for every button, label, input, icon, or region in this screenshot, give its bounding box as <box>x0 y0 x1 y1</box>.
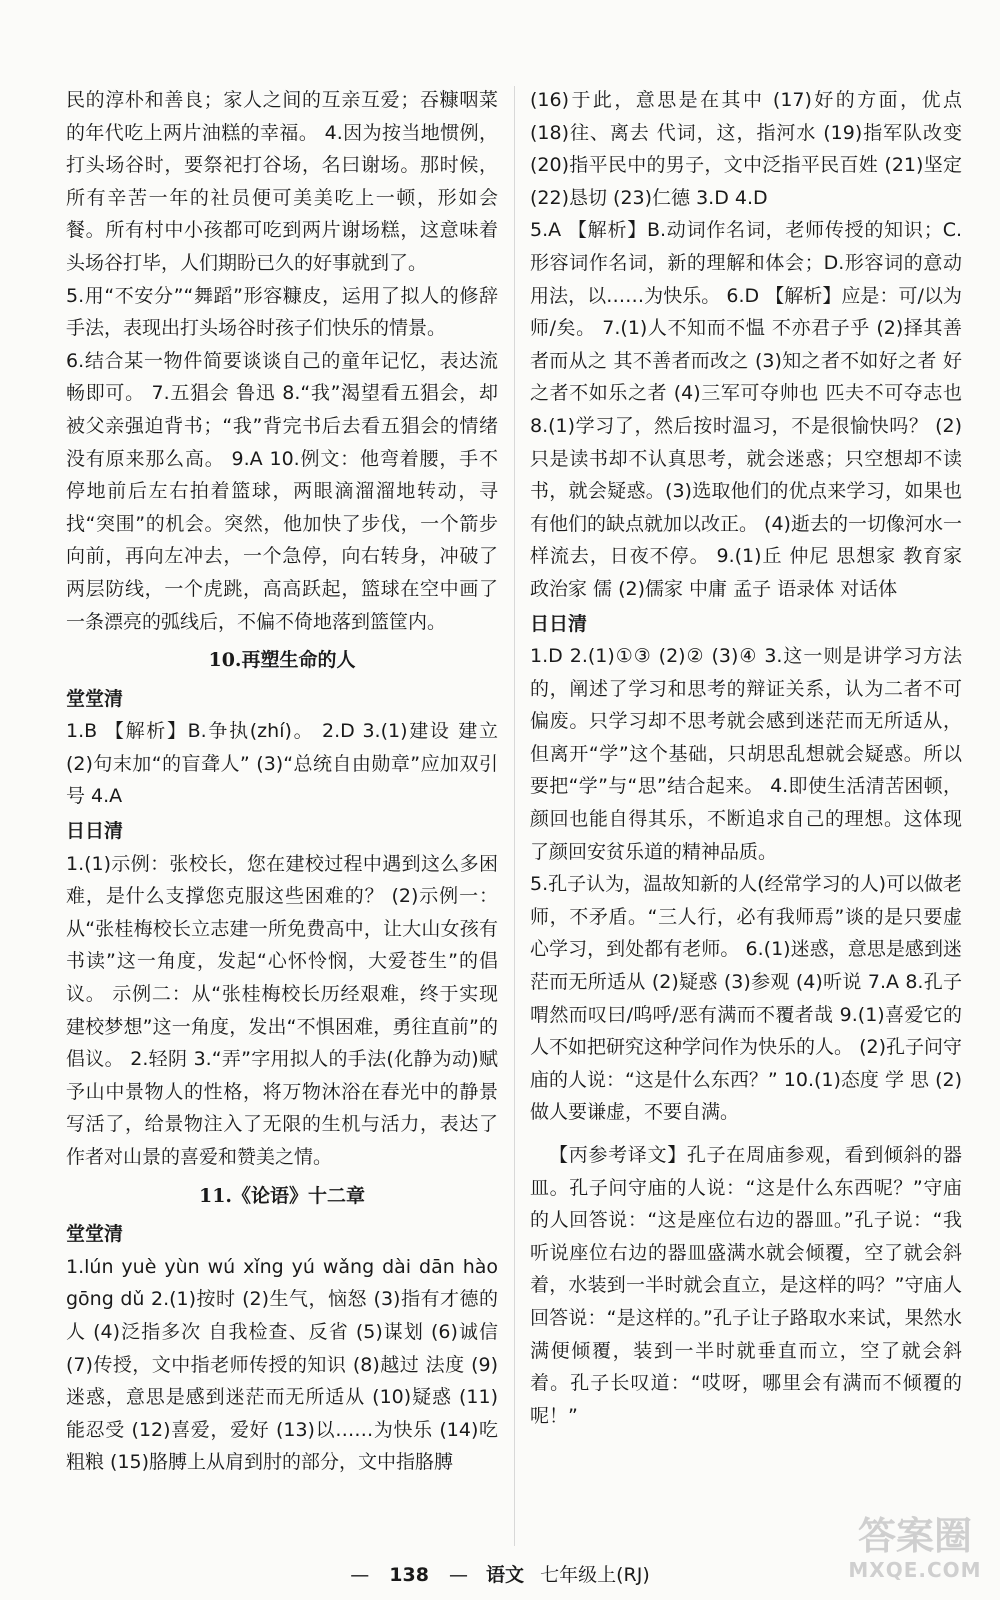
section-ririqing-1: 日日清 <box>66 820 124 843</box>
watermark-url: MXQE.COM <box>848 1558 982 1582</box>
right-column <box>530 84 962 1432</box>
left-paragraph-4: 1.B 【解析】B.争执(zhí)。 2.D 3.(1)建设 建立 (2)句末加“的盲聋人” (3)“总统自由勋章”应加双引号 4.A <box>66 720 498 808</box>
section-tangtangqing-1: 堂堂清 <box>66 687 124 710</box>
right-paragraph-3: 1.D 2.(1)①③ (2)② (3)④ 3.这一则是讲学习方法的，阐述了学习和思考的辩证关系，认为二者不可偏废。只学习却不思考就会感到迷茫而无所适从，但离开“学”这个基础，只胡思乱想就会疑惑。所以要把“学”与“思”结合起来。 4.即使生活清苦困顿，颜回也能自得其乐，不断追求自己的理想。这体现了颜回安贫乐道的精神品质。 <box>530 645 962 863</box>
section-tangtangqing-2: 堂堂清 <box>66 1223 124 1246</box>
left-paragraph-2: 5.用“不安分”“舞蹈”形容糠皮，运用了拟人的修辞手法，表现出打头场谷时孩子们快乐的情景。 <box>66 284 498 340</box>
grade-label: 七年级上(RJ) <box>540 1564 650 1586</box>
right-paragraph-4: 5.孔子认为，温故知新的人(经常学习的人)可以做老师，不矛盾。“三人行，必有我师焉”谈的是只要虚心学习，到处都有老师。 6.(1)迷惑，意思是感到迷茫而无所适从 (2)疑惑 (3)参观 (4)听说 7.A 8.孔子喟然而叹曰/呜呼/恶有满而不覆者哉 9.(1)喜爱它的人不如把研究这种学问作为快乐的人。 (2)孔子问守庙的人说：“这是什么东西？” 10.(1)态度 学 思 (2)做人要谦虚，不要自满。 <box>530 873 962 1124</box>
left-paragraph-6: 1.lún yuè yùn wú xǐng yú wǎng dài dān hào gōng dǔ 2.(1)按时 (2)生气，恼怒 (3)指有才德的人 (4)泛指多次 自我检查、反省 (5)谋划 (6)诚信 (7)传授，文中指老师传授的知识 (8)越过 法度 (9)迷惑，意思是感到迷茫而无所适从 (10)疑惑 (11)能忍受 (12)喜爱，爱好 (13)以……为快乐 (14)吃 粗粮 (15)胳膊上从肩到肘的部分，文中指胳膊 <box>66 1255 498 1474</box>
right-paragraph-translation: 【丙参考译文】孔子在周庙参观，看到倾斜的器皿。孔子问守庙的人说：“这是什么东西呢？”守庙的人回答说：“这是座位右边的器皿。”孔子说：“我听说座位右边的器皿盛满水就会倾覆，空了就会斜着，水装到一半时就会直立，是这样的吗？”守庙人回答说：“是这样的。”孔子让子路取水来试，果然水满便倾覆，装到一半时就垂直而立，空了就会斜着。孔子长叹道：“哎呀，哪里会有满而不倾覆的呢！” <box>530 1144 962 1427</box>
watermark-logo <box>840 1514 990 1594</box>
lesson-10-title: 10.再塑生命的人 <box>208 649 356 672</box>
subject-label: 语文 <box>486 1564 525 1586</box>
page-number: 138 <box>389 1564 429 1586</box>
watermark-text: 答案圈 <box>857 1513 972 1558</box>
left-paragraph-1: 民的淳朴和善良；家人之间的互亲互爱；吞糠咽菜的年代吃上两片油糕的幸福。 4.因为按当地惯例，打头场谷时，要祭祀打谷场，名曰谢场。那时候，所有辛苦一年的社员便可美美吃上一顿，形如会餐。所有村中小孩都可吃到两片谢场糕，这意味着头场谷打毕，人们期盼已久的好事就到了。 <box>66 89 498 274</box>
left-paragraph-5: 1.(1)示例：张校长，您在建校过程中遇到这么多困难，是什么支撑您克服这些困难的？ (2)示例一：从“张桂梅校长立志建一所免费高中，让大山女孩有书读”这一角度，发起“心怀怜悯，大爱苍生”的倡议。 示例二：从“张桂梅校长历经艰难，终于实现建校梦想”这一角度，发出“不惧困难，勇往直前”的倡议。 2.轻阴 3.“弄”字用拟人的手法(化静为动)赋予山中景物人的性格，将万物沐浴在春光中的静景写活了，给景物注入了无限的生机与活力，表达了作者对山景的喜爱和赞美之情。 <box>66 852 498 1168</box>
left-paragraph-3: 6.结合某一物件简要谈谈自己的童年记忆，表达流畅即可。 7.五猖会 鲁迅 8.“我”渴望看五猖会，却被父亲强迫背书；“我”背完书后去看五猖会的情绪没有原来那么高。 9.A 10.例文：他弯着腰，手不停地前后左右拍着篮球，两眼滴溜溜地转动，寻找“突围”的机会。突然，他加快了步伐，一个箭步向前，再向左冲去，一个急停，向右转身，冲破了两层防线，一个虎跳，高高跃起，篮球在空中画了一条漂亮的弧线后，不偏不倚地落到篮筐内。 <box>66 349 498 633</box>
right-paragraph-1: (16)于此，意思是在其中 (17)好的方面，优点 (18)往、离去 代词，这，指河水 (19)指军队改变 (20)指平民中的男子，文中泛指平民百姓 (21)坚定 (22)恳切 (23)仁德 3.D 4.D <box>530 89 962 209</box>
column-divider <box>514 86 515 1546</box>
page-footer: — 138 — 语文 七年级上(RJ) <box>350 1564 650 1586</box>
section-ririqing-2: 日日清 <box>530 612 588 635</box>
lesson-11-title: 11.《论语》十二章 <box>198 1184 366 1207</box>
left-column <box>66 84 498 1479</box>
right-paragraph-2: 5.A 【解析】B.动词作名词，老师传授的知识；C.形容词作名词，新的理解和体会；D.形容词的意动用法，以……为快乐。 6.D 【解析】应是：可/以为师/矣。 7.(1)人不知而不愠 不亦君子乎 (2)择其善者而从之 其不善者而改之 (3)知之者不如好之者 好之者不如乐之者 (4)三军可夺帅也 匹夫不可夺志也 8.(1)学习了，然后按时温习，不是很愉快吗？ (2)只是读书却不认真思考，就会迷惑；只空想却不读书，就会疑惑。(3)选取他们的优点来学习，如果也有他们的缺点就加以改正。 (4)逝去的一切像河水一样流去，日夜不停。 9.(1)丘 仲尼 思想家 教育家 政治家 儒 (2)儒家 中庸 孟子 语录体 对话体 <box>530 219 962 600</box>
